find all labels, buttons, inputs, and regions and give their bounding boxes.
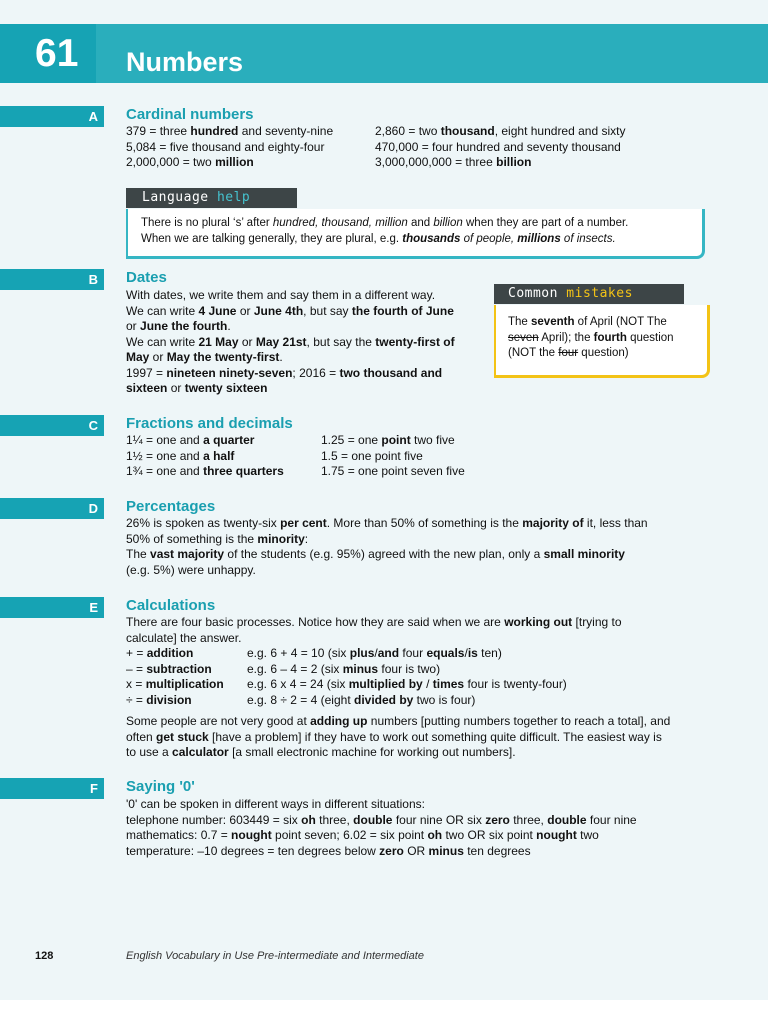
section-e-title: Calculations	[126, 597, 216, 614]
rich-line: often get stuck [have a problem] if they have to work out something quite difficult. The easiest way is	[126, 729, 662, 744]
section-f-tab	[0, 778, 104, 799]
cm-l2-strike: seven	[508, 331, 539, 344]
rich-line: mathematics: 0.7 = nought point seven; 6.02 = six point oh two OR six point nought two	[126, 828, 599, 842]
section-letter: C	[88, 418, 98, 433]
operation-row	[126, 692, 476, 709]
rich-line: 1¾ = one and three quarters	[126, 464, 284, 478]
common-mistakes-text	[508, 315, 674, 362]
language-help-label	[142, 190, 250, 206]
lh-line2-b1: thousands	[402, 233, 461, 245]
rich-line: 1½ = one and a half	[126, 448, 235, 463]
calculations-intro	[126, 615, 622, 646]
lh-line2-mid: of people,	[460, 233, 518, 245]
cm-l3-post: question)	[578, 347, 629, 359]
section-b-title: Dates	[126, 269, 167, 286]
rich-line: Some people are not very good at adding up numbers [putting numbers together to reach a total], and	[126, 714, 671, 728]
rich-line: May or May the twenty-first.	[126, 350, 283, 364]
operation-example: e.g. 8 ÷ 2 = 4 (eight divided by two is four)	[247, 692, 476, 707]
cardinal-left-col	[126, 124, 333, 171]
rich-line: There are four basic processes. Notice how they are said when we are working out [trying to	[126, 615, 622, 629]
section-letter: E	[89, 600, 98, 615]
operation-symbol: + =	[126, 646, 147, 660]
cm-line3	[508, 346, 674, 362]
unit-number: 61	[35, 32, 79, 75]
rich-line: 1.5 = one point five	[321, 448, 423, 463]
book-title: English Vocabulary in Use Pre-intermediate and Intermediate	[126, 950, 424, 962]
section-a-title: Cardinal numbers	[126, 106, 254, 123]
percentages-text	[126, 516, 648, 578]
section-c-tab	[0, 415, 104, 436]
rich-line: We can write 21 May or May 21st, but say the twenty-first of	[126, 334, 455, 349]
language-help-word2: help	[216, 190, 251, 205]
operation-row	[126, 646, 502, 662]
cm-word1: Common	[508, 286, 558, 301]
language-help-line1: There is no plural ‘s’ after hundred, thousand, million and billion when they are part of a number.	[141, 217, 629, 229]
fractions-col	[126, 433, 284, 480]
section-letter: D	[88, 501, 98, 516]
operation-symbol: ÷ =	[126, 692, 147, 707]
section-letter: B	[88, 272, 98, 287]
rich-line: 1.75 = one point seven five	[321, 464, 465, 478]
cm-line2	[508, 331, 674, 347]
lh-line2-pre: When we are talking generally, they are plural, e.g.	[141, 233, 403, 245]
lh-line2-post: of insects.	[560, 233, 616, 245]
rich-line: sixteen or twenty sixteen	[126, 381, 268, 395]
rich-line: 2,860 = two thousand, eight hundred and sixty	[375, 124, 626, 138]
rich-line: 470,000 = four hundred and seventy thousand	[375, 139, 621, 154]
cm-l1-post: of April (NOT The	[574, 316, 667, 328]
rich-line: (e.g. 5%) were unhappy.	[126, 562, 256, 577]
unit-header	[0, 24, 768, 83]
cm-l2-post: question	[626, 331, 674, 344]
rich-line: temperature: –10 degrees = ten degrees below zero OR minus ten degrees	[126, 843, 531, 858]
unit-title: Numbers	[126, 47, 244, 77]
dates-text	[126, 288, 455, 397]
operation-example: e.g. 6 x 4 = 24 (six multiplied by / times four is twenty-four)	[247, 677, 567, 691]
cm-l2-b: fourth	[593, 331, 627, 344]
rich-line: 2,000,000 = two million	[126, 155, 254, 169]
calculations-outro	[126, 714, 670, 761]
rich-line: 3,000,000,000 = three billion	[375, 155, 532, 169]
language-help-word1: Language	[142, 190, 209, 205]
section-f-title: Saying '0'	[126, 778, 195, 795]
saying-zero-text	[126, 797, 637, 859]
rich-line: 379 = three hundred and seventy-nine	[126, 124, 334, 138]
cm-l3-strike: four	[558, 347, 579, 359]
language-help-line2	[141, 232, 616, 248]
calculations-ops	[126, 646, 567, 708]
cm-l3-pre: (NOT the	[508, 347, 559, 359]
section-e-tab	[0, 597, 104, 618]
section-b-tab	[0, 269, 104, 290]
rich-line: 1.25 = one point two five	[321, 433, 455, 447]
rich-line: With dates, we write them and say them in a different way.	[126, 288, 436, 302]
rich-line: or June the fourth.	[126, 319, 231, 333]
rich-line: The vast majority of the students (e.g. 95%) agreed with the new plan, only a small minority	[126, 547, 625, 561]
operation-example: e.g. 6 + 4 = 10 (six plus/and four equals/is ten)	[247, 646, 502, 660]
section-a-tab	[0, 106, 104, 127]
section-d-title: Percentages	[126, 498, 216, 515]
rich-line: telephone number: 603449 = six oh three, double four nine OR six zero three, double four nine	[126, 812, 637, 827]
cm-line1	[508, 315, 674, 331]
operation-row	[126, 677, 567, 693]
page-number: 128	[35, 950, 54, 962]
section-d-tab	[0, 498, 104, 519]
operation-name: division	[146, 692, 192, 707]
operation-name: subtraction	[146, 661, 212, 676]
operation-symbol: – =	[126, 661, 147, 676]
cardinal-right-col	[375, 124, 625, 171]
operation-symbol: x =	[126, 677, 146, 691]
rich-line: '0' can be spoken in different ways in different situations:	[126, 797, 425, 811]
cm-l1-pre: The	[508, 316, 532, 328]
rich-line: 1997 = nineteen ninety-seven; 2016 = two thousand and	[126, 365, 443, 380]
cm-word2: mistakes	[566, 286, 633, 301]
operation-example: e.g. 6 – 4 = 2 (six minus four is two)	[247, 661, 441, 676]
rich-line: calculate] the answer.	[126, 630, 242, 645]
rich-line: 50% of something is the minority:	[126, 531, 309, 546]
rich-line: 5,084 = five thousand and eighty-four	[126, 139, 325, 154]
cm-l2-mid: April); the	[538, 331, 594, 344]
cm-l1-b: seventh	[531, 316, 575, 328]
operation-row	[126, 661, 441, 678]
section-letter: A	[88, 109, 98, 124]
section-letter: F	[90, 781, 98, 796]
common-mistakes-label	[508, 286, 633, 302]
decimals-col	[321, 433, 465, 480]
rich-line: 1¼ = one and a quarter	[126, 433, 255, 447]
rich-line: We can write 4 June or June 4th, but say the fourth of June	[126, 303, 454, 318]
lh-line2-b2: millions	[517, 233, 561, 245]
rich-line: 26% is spoken as twenty-six per cent. More than 50% of something is the majority of it, less than	[126, 516, 648, 530]
rich-line: to use a calculator [a small electronic machine for working out numbers].	[126, 745, 516, 759]
section-c-title: Fractions and decimals	[126, 415, 293, 432]
operation-name: multiplication	[145, 677, 224, 691]
operation-name: addition	[146, 646, 194, 660]
